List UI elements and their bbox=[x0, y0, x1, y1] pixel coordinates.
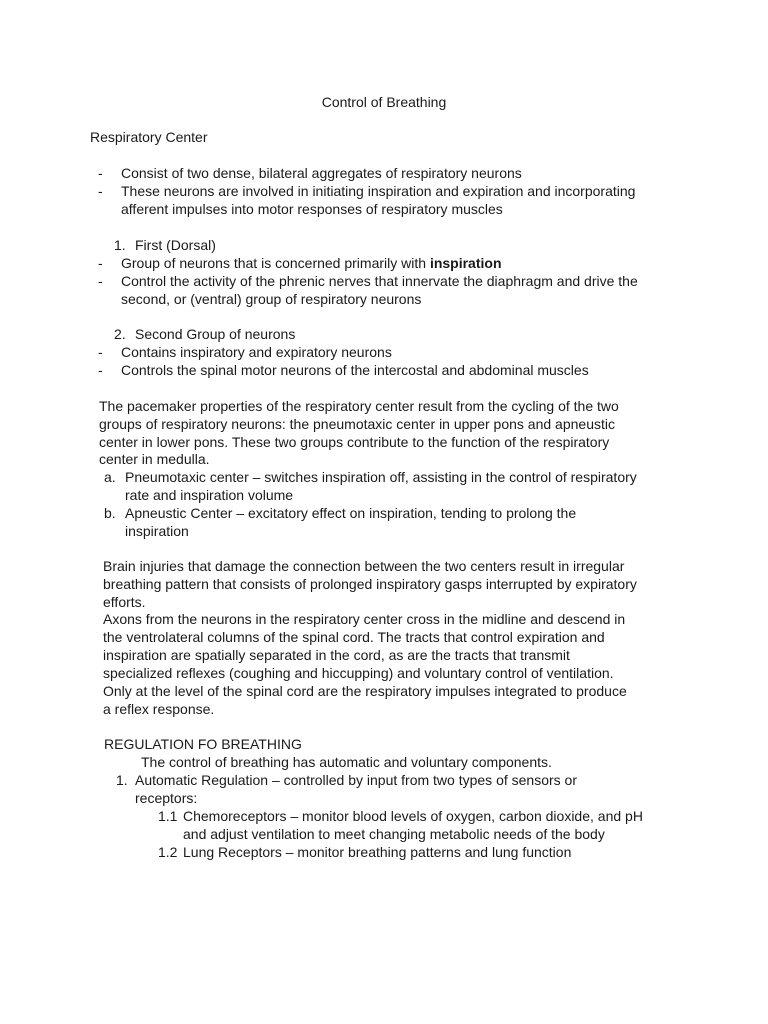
bullet-text: second, or (ventral) group of respiratory neurons bbox=[121, 291, 422, 307]
list-number: 1. bbox=[114, 237, 126, 253]
page-title: Control of Breathing bbox=[321, 94, 447, 110]
list-item-text: rate and inspiration volume bbox=[125, 487, 294, 503]
paragraph-line: Axons from the neurons in the respiratory center cross in the midline and descend in bbox=[103, 611, 626, 627]
list-item-text: receptors: bbox=[135, 790, 198, 806]
paragraph-line: center in lower pons. These two groups contribute to the function of the respiratory bbox=[99, 434, 610, 450]
bullet-text: Control the activity of the phrenic nerves that innervate the diaphragm and drive the bbox=[121, 273, 638, 289]
paragraph-line: inspiration are spatially separated in the cord, as are the tracts that transmit bbox=[103, 647, 570, 663]
sub-list-marker: 1.1 bbox=[158, 808, 178, 824]
paragraph-line: Only at the level of the spinal cord are the respiratory impulses integrated to produce bbox=[103, 683, 627, 699]
sub-list-item-text: Chemoreceptors – monitor blood levels of oxygen, carbon dioxide, and pH bbox=[183, 808, 643, 824]
bullet-text: Contains inspiratory and expiratory neurons bbox=[121, 344, 392, 360]
paragraph-line: efforts. bbox=[103, 594, 146, 610]
paragraph-line: a reflex response. bbox=[103, 701, 215, 717]
list-item-text: Pneumotaxic center – switches inspiration off, assisting in the control of respiratory bbox=[125, 469, 637, 485]
bullet-text bbox=[121, 254, 502, 272]
bullet-dash: - bbox=[98, 362, 103, 378]
list-item-text: inspiration bbox=[125, 523, 189, 539]
paragraph-line: Brain injuries that damage the connection between the two centers result in irregular bbox=[103, 558, 625, 574]
bullet-dash: - bbox=[98, 165, 103, 181]
list-item-text: Apneustic Center – excitatory effect on inspiration, tending to prolong the bbox=[125, 505, 577, 521]
bold-term: inspiration bbox=[429, 255, 502, 271]
bullet-dash: - bbox=[98, 255, 103, 271]
paragraph-line: specialized reflexes (coughing and hiccupping) and voluntary control of ventilation. bbox=[103, 665, 614, 681]
bullet-text: Controls the spinal motor neurons of the intercostal and abdominal muscles bbox=[121, 362, 589, 378]
bullet-dash: - bbox=[98, 183, 103, 199]
paragraph-line: The control of breathing has automatic and voluntary components. bbox=[141, 754, 552, 770]
bullet-text-prefix: Group of neurons that is concerned primarily with bbox=[121, 255, 430, 271]
paragraph-line: breathing pattern that consists of prolonged inspiratory gasps interrupted by expiratory bbox=[103, 576, 637, 592]
bullet-dash: - bbox=[98, 273, 103, 289]
section-heading-regulation: REGULATION FO BREATHING bbox=[104, 736, 302, 752]
section-heading-respiratory-center: Respiratory Center bbox=[90, 129, 208, 145]
paragraph-line: groups of respiratory neurons: the pneumotaxic center in upper pons and apneustic bbox=[99, 416, 615, 432]
subsection-heading-second-group: Second Group of neurons bbox=[135, 326, 296, 342]
bullet-text: Consist of two dense, bilateral aggregates of respiratory neurons bbox=[121, 165, 522, 181]
sub-list-marker: 1.2 bbox=[158, 844, 178, 860]
paragraph-line: the ventrolateral columns of the spinal cord. The tracts that control expiration and bbox=[103, 629, 605, 645]
list-item-text: Automatic Regulation – controlled by input from two types of sensors or bbox=[135, 772, 577, 788]
list-marker: b. bbox=[104, 505, 116, 521]
subsection-heading-first-dorsal: First (Dorsal) bbox=[135, 237, 216, 253]
bullet-text: These neurons are involved in initiating inspiration and expiration and incorporating bbox=[121, 183, 636, 199]
list-marker: a. bbox=[104, 469, 116, 485]
bullet-dash: - bbox=[98, 344, 103, 360]
sub-list-item-text: Lung Receptors – monitor breathing patterns and lung function bbox=[183, 844, 572, 860]
paragraph-line: center in medulla. bbox=[99, 451, 210, 467]
paragraph-line: The pacemaker properties of the respiratory center result from the cycling of the two bbox=[99, 398, 619, 414]
list-number: 1. bbox=[116, 772, 128, 788]
list-number: 2. bbox=[114, 326, 126, 342]
sub-list-item-text: and adjust ventilation to meet changing metabolic needs of the body bbox=[183, 826, 605, 842]
bullet-text: afferent impulses into motor responses of respiratory muscles bbox=[121, 201, 503, 217]
